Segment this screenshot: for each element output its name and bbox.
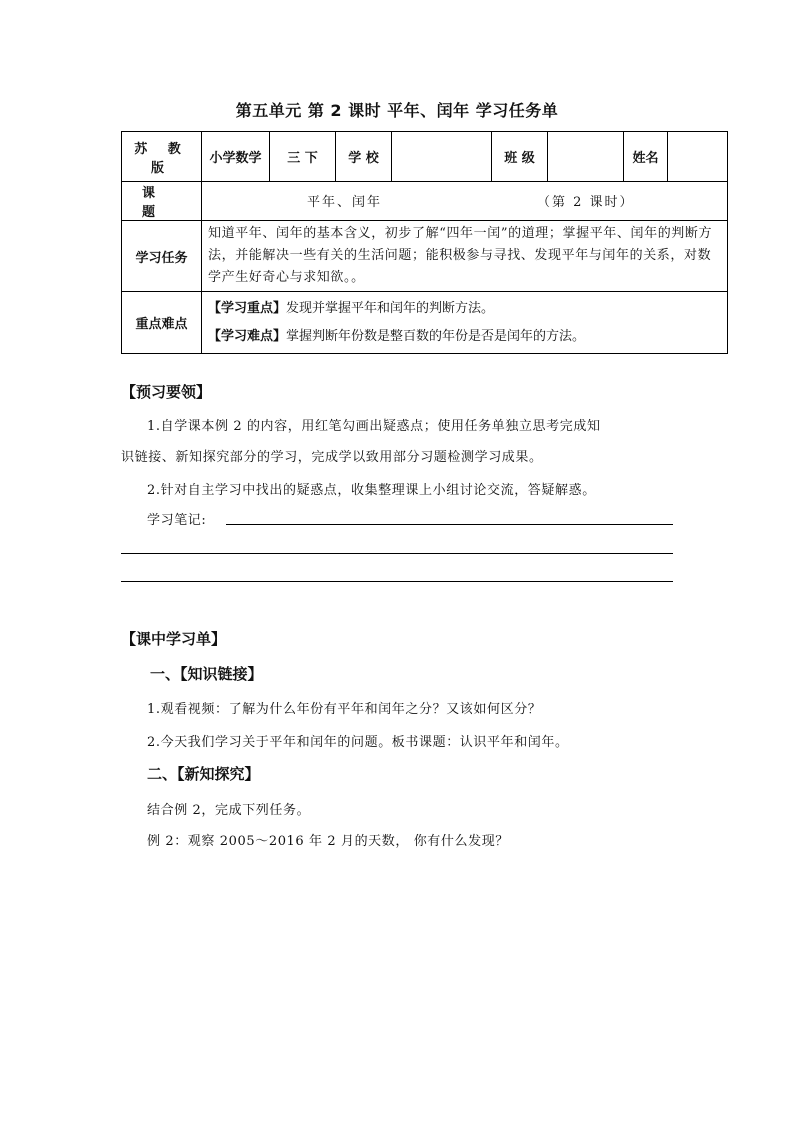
topic-label: 课 题 (122, 182, 202, 221)
class-label: 班 级 (492, 132, 548, 182)
task-cell (202, 221, 728, 292)
header-row (122, 132, 728, 182)
difficulty-line (208, 323, 721, 351)
notes-line-3[interactable] (121, 581, 673, 582)
notes-line-2[interactable] (121, 553, 673, 554)
grade-cell: 三 下 (270, 132, 336, 182)
preview-item1-line1: 1.自学课本例 2 的内容，用红笔勾画出疑惑点；使用任务单独立思考完成知 (147, 419, 601, 434)
key-point-tag: 【学习重点】 (208, 300, 287, 316)
key-cell (202, 292, 728, 354)
example-2-prompt: 例 2：观察 2005～2016 年 2 月的天数， 你有什么发现？ (147, 834, 509, 849)
new-knowledge-intro: 结合例 2，完成下列任务。 (147, 803, 311, 818)
task-row (122, 221, 728, 292)
new-knowledge-heading: 二、【新知探究】 (147, 765, 260, 783)
class-field[interactable] (548, 132, 624, 182)
topic-cell (202, 182, 728, 221)
name-label: 姓名 (624, 132, 668, 182)
publisher-cell: 苏 教 版 (122, 132, 202, 182)
topic-name: 平年、闰年 (307, 195, 383, 210)
subject-cell: 小学数学 (202, 132, 270, 182)
knowledge-link-item2: 2.今天我们学习关于平年和闰年的问题。板书课题：认识平年和闰年。 (147, 735, 569, 750)
knowledge-link-heading: 一、【知识链接】 (150, 665, 263, 683)
topic-period: （第 2 课时） (537, 195, 635, 210)
preview-heading: 【预习要领】 (121, 383, 212, 401)
topic-row (122, 182, 728, 221)
name-field[interactable] (668, 132, 728, 182)
knowledge-link-item1: 1.观看视频：了解为什么年份有平年和闰年之分？又该如何区分？ (147, 702, 542, 717)
school-label: 学 校 (336, 132, 392, 182)
notes-line-1[interactable] (226, 524, 673, 525)
task-label: 学习任务 (122, 221, 202, 292)
key-point-line (208, 295, 721, 323)
difficulty-text: 掌握判断年份数是整百数的年份是否是闰年的方法。 (286, 328, 586, 344)
notes-label: 学习笔记: (147, 513, 207, 528)
task-text: 知道平年、闰年的基本含义，初步了解“四年一闰”的道理；掌握平年、闰年的判断方法，并能解决一些有关的生活问题；能积极参与寻找、发现平年与闰年的关系，对数学产生好奇心与求知欲。。 (208, 226, 713, 285)
key-label: 重点难点 (122, 292, 202, 354)
preview-item2: 2.针对自主学习中找出的疑惑点，收集整理课上小组讨论交流，答疑解惑。 (147, 483, 596, 498)
difficulty-tag: 【学习难点】 (208, 328, 287, 344)
page-title: 第五单元 第 2 课时 平年、闰年 学习任务单 (235, 101, 559, 120)
key-point-text: 发现并掌握平年和闰年的判断方法。 (286, 300, 495, 316)
key-row (122, 292, 728, 354)
info-table (121, 131, 728, 354)
preview-item1-line2: 识链接、新知探究部分的学习，完成学以致用部分习题检测学习成果。 (121, 450, 543, 465)
school-field[interactable] (392, 132, 492, 182)
class-sheet-heading: 【课中学习单】 (121, 630, 227, 648)
